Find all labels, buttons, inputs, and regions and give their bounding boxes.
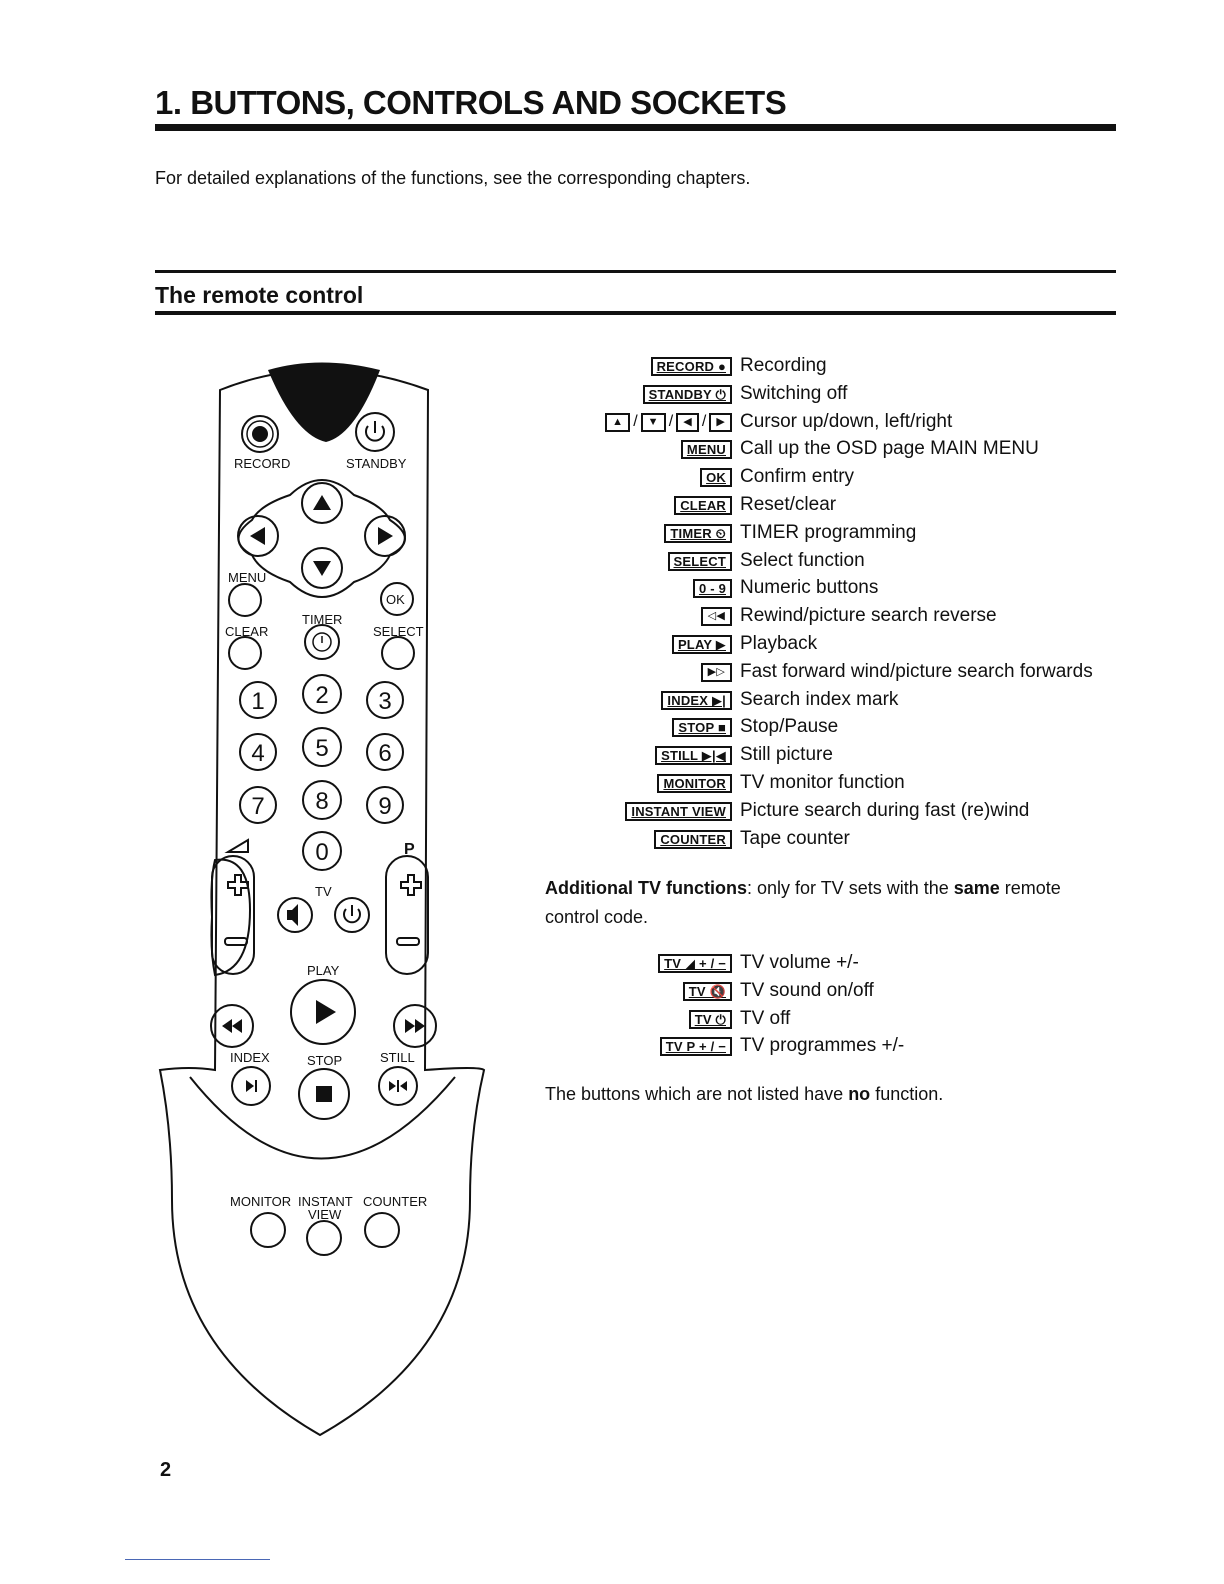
programme-rocker-shape bbox=[386, 856, 428, 974]
programme-plus-icon bbox=[401, 875, 421, 895]
key-legend bbox=[545, 355, 1125, 855]
digit-3: 3 bbox=[378, 688, 392, 715]
tv-note-text1: : only for TV sets with the bbox=[746, 878, 954, 898]
remote-control-illustration bbox=[150, 350, 490, 1440]
select-button bbox=[382, 637, 414, 669]
tv-functions-note bbox=[545, 874, 1105, 932]
legend-key: STOP ■ bbox=[672, 718, 732, 737]
tv-legend-key: TV P + / − bbox=[660, 1037, 732, 1056]
legend-desc: TIMER programming bbox=[740, 521, 917, 543]
still-label: STILL bbox=[380, 1050, 415, 1065]
digit-0: 0 bbox=[315, 839, 329, 866]
legend-row bbox=[545, 772, 1125, 800]
digit-9: 9 bbox=[378, 793, 392, 820]
digit-5: 5 bbox=[315, 735, 329, 762]
tv-note-text2: remote control code. bbox=[545, 878, 1061, 927]
record-button bbox=[242, 416, 278, 452]
legend-row bbox=[545, 744, 1125, 772]
menu-label: MENU bbox=[228, 570, 267, 585]
legend-desc: Playback bbox=[740, 632, 818, 654]
digit-6: 6 bbox=[378, 740, 392, 767]
legend-desc: Numeric buttons bbox=[740, 577, 879, 599]
intro-text: For detailed explanations of the functions, see the corresponding chapters. bbox=[155, 168, 751, 188]
tv-legend-key: TV ⏻ bbox=[689, 1010, 732, 1029]
footer-note-text2: function. bbox=[870, 1084, 944, 1104]
legend-desc: Confirm entry bbox=[740, 466, 855, 488]
legend-key: MENU bbox=[681, 440, 732, 459]
legend-row bbox=[545, 577, 1125, 605]
legend-key: ▶▷ bbox=[701, 663, 732, 682]
footer-note bbox=[545, 1084, 943, 1105]
legend-key: CLEAR bbox=[674, 496, 732, 515]
tv-legend-desc: TV programmes +/- bbox=[740, 1035, 905, 1057]
tv-note-bold-word: same bbox=[953, 878, 1000, 898]
volume-icon bbox=[228, 840, 248, 852]
legend-desc: Select function bbox=[740, 549, 865, 571]
view-label: VIEW bbox=[308, 1207, 342, 1222]
tv-legend-desc: TV sound on/off bbox=[740, 979, 874, 1001]
legend-desc: Picture search during fast (re)wind bbox=[740, 799, 1030, 821]
legend-key: INSTANT VIEW bbox=[625, 802, 732, 821]
legend-desc: Cursor up/down, left/right bbox=[740, 410, 953, 432]
cursor-left-icon bbox=[250, 527, 265, 545]
clear-button bbox=[229, 637, 261, 669]
legend-key: 0 - 9 bbox=[693, 579, 732, 598]
tv-legend-row bbox=[545, 952, 1125, 980]
mute-icon bbox=[287, 904, 298, 926]
timer-button bbox=[305, 625, 339, 659]
legend-key: STANDBY ⏻ bbox=[643, 385, 732, 404]
ir-window bbox=[268, 363, 380, 443]
cursor-up-key: ▲ bbox=[605, 413, 630, 432]
index-icon bbox=[246, 1080, 254, 1092]
legend-desc: Tape counter bbox=[740, 827, 850, 849]
legend-row bbox=[545, 494, 1125, 522]
legend-row bbox=[545, 605, 1125, 633]
section-rule-bottom bbox=[155, 311, 1116, 315]
legend-desc: Call up the OSD page MAIN MENU bbox=[740, 438, 1039, 460]
page-title: 1. BUTTONS, CONTROLS AND SOCKETS bbox=[155, 84, 787, 121]
legend-key: ◁◀ bbox=[701, 607, 732, 626]
ok-label: OK bbox=[386, 592, 405, 607]
fast-forward-icon bbox=[405, 1019, 425, 1033]
legend-desc: Switching off bbox=[740, 382, 848, 404]
index-label: INDEX bbox=[230, 1050, 270, 1065]
legend-key: PLAY ▶ bbox=[672, 635, 732, 654]
legend-desc: Stop/Pause bbox=[740, 716, 839, 738]
monitor-button bbox=[251, 1213, 285, 1247]
remote-body-outline bbox=[160, 370, 484, 1435]
timer-label: TIMER bbox=[302, 612, 343, 627]
play-label: PLAY bbox=[307, 963, 340, 978]
legend-row bbox=[545, 828, 1125, 856]
cursor-down-key: ▼ bbox=[641, 413, 666, 432]
tv-key-legend bbox=[545, 952, 1125, 1063]
programme-minus-icon bbox=[397, 938, 419, 945]
rewind-icon bbox=[222, 1019, 242, 1033]
legend-key: INDEX ▶| bbox=[661, 691, 732, 710]
select-label: SELECT bbox=[373, 624, 424, 639]
tv-legend-desc: TV off bbox=[740, 1007, 791, 1029]
legend-desc: Recording bbox=[740, 355, 827, 376]
digit-2: 2 bbox=[315, 682, 329, 709]
volume-minus-icon bbox=[225, 938, 247, 945]
stop-icon bbox=[316, 1086, 332, 1102]
counter-button bbox=[365, 1213, 399, 1247]
clear-label: CLEAR bbox=[225, 624, 269, 639]
legend-desc: TV monitor function bbox=[740, 771, 905, 793]
footer-note-text1: The buttons which are not listed have bbox=[545, 1084, 849, 1104]
tv-legend-desc: TV volume +/- bbox=[740, 952, 859, 973]
menu-button bbox=[229, 584, 261, 616]
stop-label: STOP bbox=[307, 1053, 343, 1068]
legend-desc: Still picture bbox=[740, 744, 833, 766]
title-rule bbox=[155, 124, 1116, 131]
legend-row bbox=[545, 355, 1125, 383]
tv-legend-row bbox=[545, 1035, 1125, 1063]
digit-4: 4 bbox=[251, 740, 265, 767]
legend-desc: Search index mark bbox=[740, 688, 899, 710]
cursor-right-key: ▶ bbox=[709, 413, 732, 432]
legend-row bbox=[545, 438, 1125, 466]
legend-row bbox=[545, 716, 1125, 744]
digit-7: 7 bbox=[251, 793, 265, 820]
legend-desc: Rewind/picture search reverse bbox=[740, 605, 997, 627]
legend-row bbox=[545, 633, 1125, 661]
tv-label: TV bbox=[315, 884, 332, 899]
cursor-down-icon bbox=[313, 561, 331, 576]
legend-row bbox=[545, 383, 1125, 411]
tv-note-lead: Additional TV functions bbox=[545, 878, 747, 898]
legend-row bbox=[545, 800, 1125, 828]
tv-legend-key: TV ◢ + / − bbox=[658, 954, 732, 973]
volume-rocker-shape bbox=[212, 856, 254, 974]
section-title: The remote control bbox=[155, 282, 364, 308]
legend-key: SELECT bbox=[668, 552, 732, 571]
legend-key: STILL ▶|◀ bbox=[655, 746, 732, 765]
play-icon bbox=[316, 1000, 336, 1024]
programme-label: P bbox=[404, 841, 415, 858]
legend-key: OK bbox=[700, 468, 732, 487]
footer-note-bold-word: no bbox=[848, 1084, 871, 1104]
legend-key: RECORD ● bbox=[651, 357, 732, 376]
legend-row bbox=[545, 522, 1125, 550]
cursor-up-icon bbox=[313, 495, 331, 510]
tv-legend-row bbox=[545, 1008, 1125, 1036]
legend-row: ▲ / ▼ / ◀ / ▶ Cursor up/down, left/right bbox=[545, 411, 1125, 439]
legend-row bbox=[545, 550, 1125, 578]
instant-label: INSTANT bbox=[298, 1194, 353, 1209]
legend-key: COUNTER bbox=[654, 830, 732, 849]
legend-row bbox=[545, 661, 1125, 689]
tv-legend-key: TV 🔇 bbox=[683, 982, 732, 1001]
page-number: 2 bbox=[160, 1459, 172, 1481]
monitor-label: MONITOR bbox=[230, 1194, 292, 1209]
scan-artifact-rule bbox=[125, 1559, 270, 1560]
standby-button bbox=[356, 413, 394, 451]
legend-desc: Fast forward wind/picture search forwards bbox=[740, 660, 1093, 682]
section-rule-top bbox=[155, 270, 1116, 273]
legend-row bbox=[545, 689, 1125, 717]
digit-1: 1 bbox=[251, 688, 265, 715]
standby-label: STANDBY bbox=[346, 456, 407, 471]
cursor-right-icon bbox=[378, 527, 393, 545]
instant-view-button bbox=[307, 1221, 341, 1255]
digit-8: 8 bbox=[315, 788, 329, 815]
counter-label: COUNTER bbox=[363, 1194, 428, 1209]
record-label: RECORD bbox=[234, 456, 291, 471]
legend-key: MONITOR bbox=[657, 774, 732, 793]
tv-legend-row bbox=[545, 980, 1125, 1008]
legend-desc: Reset/clear bbox=[740, 493, 837, 515]
legend-row bbox=[545, 466, 1125, 494]
cursor-left-key: ◀ bbox=[676, 413, 699, 432]
legend-key: TIMER ⏲ bbox=[664, 524, 732, 543]
